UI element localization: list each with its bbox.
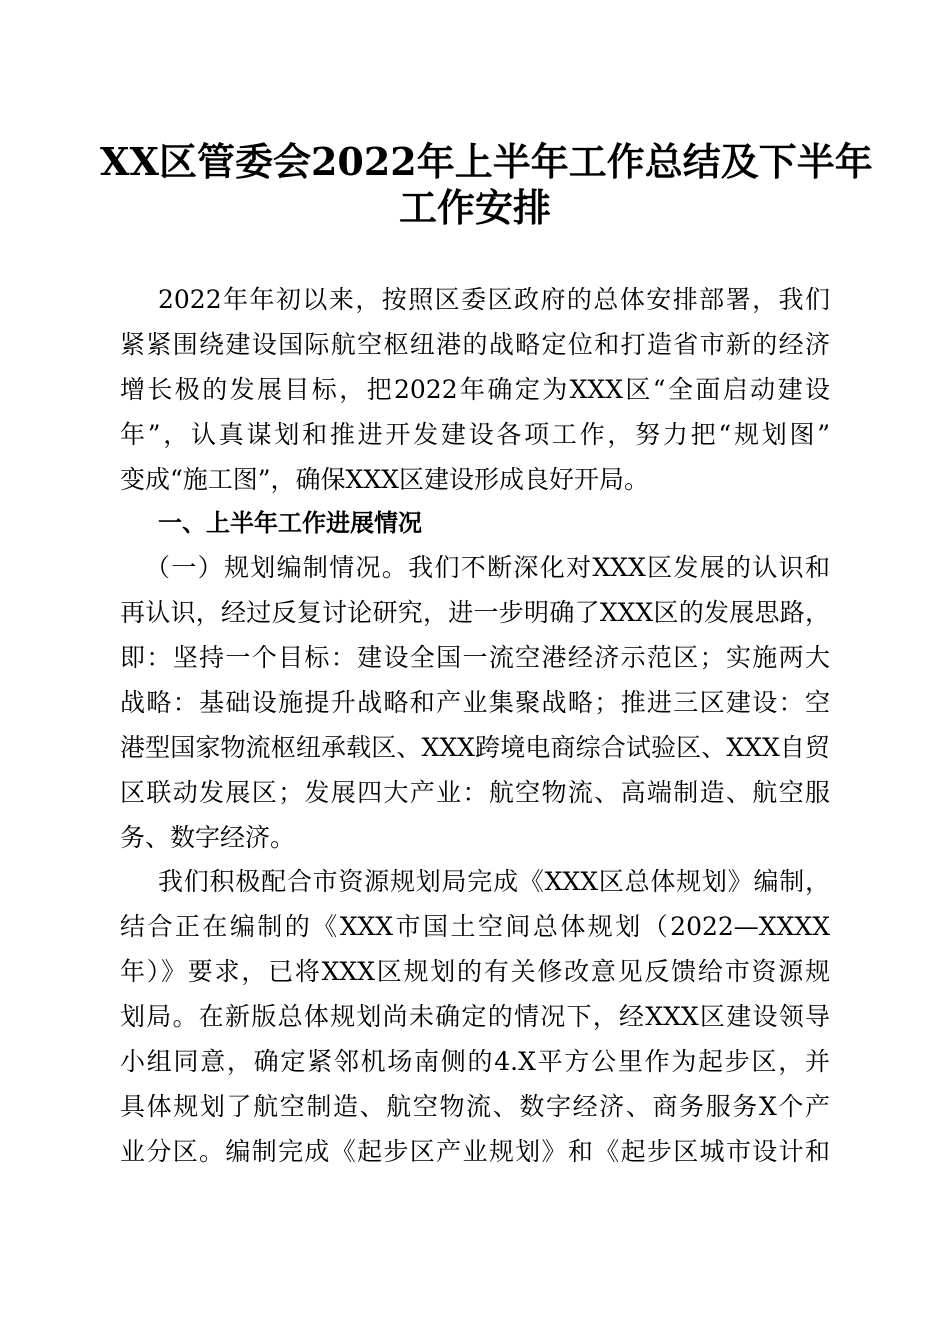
paragraph-line: 具体规划了航空制造、航空物流、数字经济、商务服务X个产 xyxy=(120,1092,830,1121)
paragraph-line: 港型国家物流枢纽承载区、XXX跨境电商综合试验区、XXX自贸 xyxy=(120,733,830,762)
subsection-paragraph-line: （一）规划编制情况。我们不断深化对XXX区发展的认识和 xyxy=(145,553,830,582)
paragraph-line: 增长极的发展目标，把2022年确定为XXX区“全面启动建设 xyxy=(120,375,830,404)
paragraph-line: 紧紧围绕建设国际航空枢纽港的战略定位和打造省市新的经济 xyxy=(120,330,830,359)
paragraph-line: 业分区。编制完成《起步区产业规划》和《起步区城市设计和 xyxy=(120,1137,830,1166)
paragraph-line: 划局。在新版总体规划尚未确定的情况下，经XXX区建设领导 xyxy=(120,1002,830,1031)
paragraph-line: 我们积极配合市资源规划局完成《XXX区总体规划》编制， xyxy=(158,867,830,896)
paragraph-line: 再认识，经过反复讨论研究，进一步明确了XXX区的发展思路， xyxy=(120,598,830,627)
paragraph-line: 务、数字经济。 xyxy=(120,823,296,852)
paragraph-line: 区联动发展区；发展四大产业：航空物流、高端制造、航空服 xyxy=(120,778,830,807)
paragraph-line: 年”，认真谋划和推进开发建设各项工作，努力把“规划图” xyxy=(120,420,830,449)
paragraph-line: 小组同意，确定紧邻机场南侧的4.X平方公里作为起步区，并 xyxy=(120,1047,830,1076)
paragraph-line: 2022年年初以来，按照区委区政府的总体安排部署，我们 xyxy=(158,285,830,314)
document-title-line-1: XX区管委会2022年上半年工作总结及下半年 xyxy=(100,139,873,184)
section-heading: 一、上半年工作进展情况 xyxy=(158,509,422,537)
document-title-line-2: 工作安排 xyxy=(398,185,551,230)
paragraph-line: 结合正在编制的《XXX市国土空间总体规划（2022—XXXX xyxy=(120,912,830,941)
paragraph-line: 变成“施工图”，确保XXX区建设形成良好开局。 xyxy=(120,465,649,494)
paragraph-line: 年）》要求，已将XXX区规划的有关修改意见反馈给市资源规 xyxy=(120,957,830,986)
paragraph-line: 即：坚持一个目标：建设全国一流空港经济示范区；实施两大 xyxy=(120,643,830,672)
paragraph-line: 战略：基础设施提升战略和产业集聚战略；推进三区建设：空 xyxy=(120,688,830,717)
